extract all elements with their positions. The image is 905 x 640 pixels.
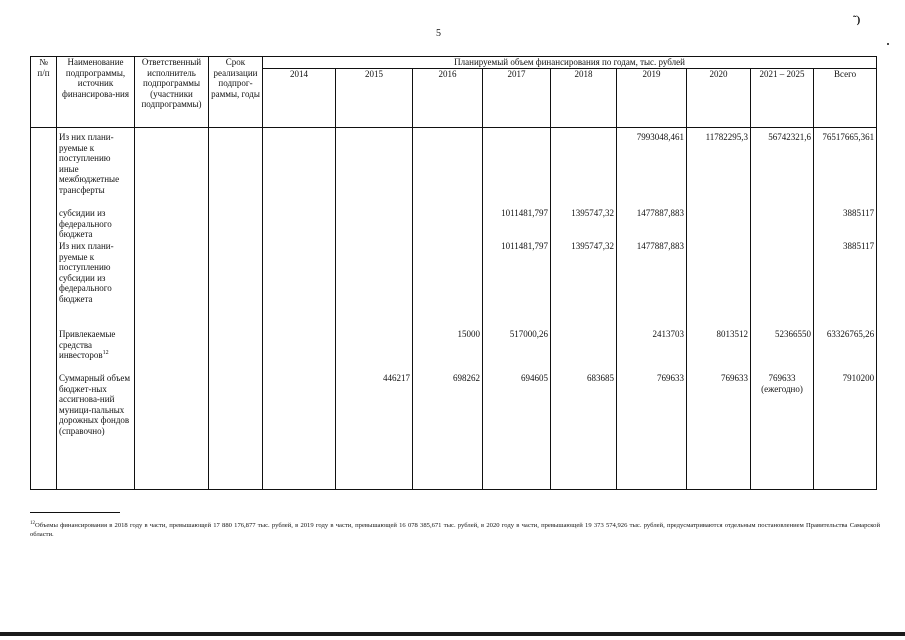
- footnote-separator: [30, 512, 120, 513]
- cell-value: 1477887,883: [617, 241, 687, 329]
- cell-value: [336, 208, 413, 241]
- page-number: 5: [436, 28, 441, 39]
- cell-value: 769633: [617, 373, 687, 490]
- cell-value: [336, 241, 413, 329]
- cell-value: 683685: [551, 373, 617, 490]
- header-year: 2017: [483, 68, 551, 128]
- row-name: субсидии из федерального бюджета: [57, 208, 135, 241]
- cell-value: [413, 128, 483, 209]
- table-row: [31, 128, 877, 209]
- header-term: Срок реализации подпрог-раммы, годы: [209, 57, 263, 128]
- cell-value: 2413703: [617, 329, 687, 373]
- scan-dot: [887, 43, 889, 45]
- scan-bottom-edge: [0, 632, 905, 636]
- row-name: Из них плани-руемые к поступлению субсидии из федерального бюджета: [57, 241, 135, 329]
- header-year: 2015: [336, 68, 413, 128]
- table-row: [31, 329, 877, 373]
- cell-value: [551, 329, 617, 373]
- table-row: [31, 241, 877, 329]
- header-row-1: [31, 57, 877, 69]
- cell-value: 1395747,32: [551, 241, 617, 329]
- row-name: Суммарный объем бюджет-ных ассигнова-ний муници-пальных дорожных фондов (справочно): [57, 373, 135, 490]
- cell-value: 63326765,26: [814, 329, 877, 373]
- header-total: Всего: [814, 68, 877, 128]
- cell-value: 52366550: [751, 329, 814, 373]
- cell-value: [263, 373, 336, 490]
- cell-value: 769633: [687, 373, 751, 490]
- table-row: [31, 208, 877, 241]
- cell-value: [263, 208, 336, 241]
- cell-value: 3885117: [814, 208, 877, 241]
- cell-value: 446217: [336, 373, 413, 490]
- cell-value: 517000,26: [483, 329, 551, 373]
- cell-value: [263, 128, 336, 209]
- footnote: [30, 519, 880, 539]
- cell-value: [413, 208, 483, 241]
- table-row: [31, 373, 877, 490]
- cell-value: 1395747,32: [551, 208, 617, 241]
- footnote-ref: 12: [102, 350, 109, 356]
- header-planned: Планируемый объем финансирования по годам, тыс. рублей: [263, 57, 877, 69]
- row-name: Из них плани-руемые к поступлению иные межбюджетные трансферты: [57, 128, 135, 209]
- cell-value: 15000: [413, 329, 483, 373]
- header-year: 2020: [687, 68, 751, 128]
- header-num: № п/п: [31, 57, 57, 128]
- cell-value: 7993048,461: [617, 128, 687, 209]
- cell-value: [483, 128, 551, 209]
- cell-value: 698262: [413, 373, 483, 490]
- cell-value: 3885117: [814, 241, 877, 329]
- cell-value: [751, 241, 814, 329]
- footnote-number: 12: [30, 521, 35, 526]
- row-name: [57, 329, 135, 373]
- cell-value: [413, 241, 483, 329]
- cell-value: 56742321,6: [751, 128, 814, 209]
- financing-table: [30, 56, 877, 490]
- cell-value: 1477887,883: [617, 208, 687, 241]
- cell-value: [263, 241, 336, 329]
- cell-value: 769633 (ежегодно): [751, 373, 814, 490]
- header-year: 2021 – 2025: [751, 68, 814, 128]
- header-year: 2019: [617, 68, 687, 128]
- cell-value: [336, 128, 413, 209]
- header-year: 2014: [263, 68, 336, 128]
- cell-value: [551, 128, 617, 209]
- cell-value: [687, 208, 751, 241]
- cell-value: [751, 208, 814, 241]
- corner-handwritten-mark: ˜): [853, 14, 861, 26]
- cell-value: 11782295,3: [687, 128, 751, 209]
- cell-value: 7910200: [814, 373, 877, 490]
- cell-value: 694605: [483, 373, 551, 490]
- header-responsible: Ответственный исполнитель подпрограммы (участники подпрограммы): [135, 57, 209, 128]
- header-name: Наименование подпрограммы, источник финансирова-ния: [57, 57, 135, 128]
- row-name-text: Привлекаемые средства инвесторов: [59, 329, 116, 360]
- cell-value: 76517665,361: [814, 128, 877, 209]
- cell-value: 1011481,797: [483, 208, 551, 241]
- header-year: 2016: [413, 68, 483, 128]
- header-year: 2018: [551, 68, 617, 128]
- cell-value: 8013512: [687, 329, 751, 373]
- cell-value: [263, 329, 336, 373]
- cell-value: [336, 329, 413, 373]
- cell-value: [687, 241, 751, 329]
- footnote-text: Объемы финансирования в 2018 году в части, превышающей 17 880 176,877 тыс. рублей, в 2019 году в части, превышающей 16 078 385,671 тыс. рублей, в 2020 году в части, превышающей 19 373 574,926 тыс. рублей, предусматриваются отдельным постановлением Правительства Самарской области.: [30, 522, 880, 539]
- cell-value: 1011481,797: [483, 241, 551, 329]
